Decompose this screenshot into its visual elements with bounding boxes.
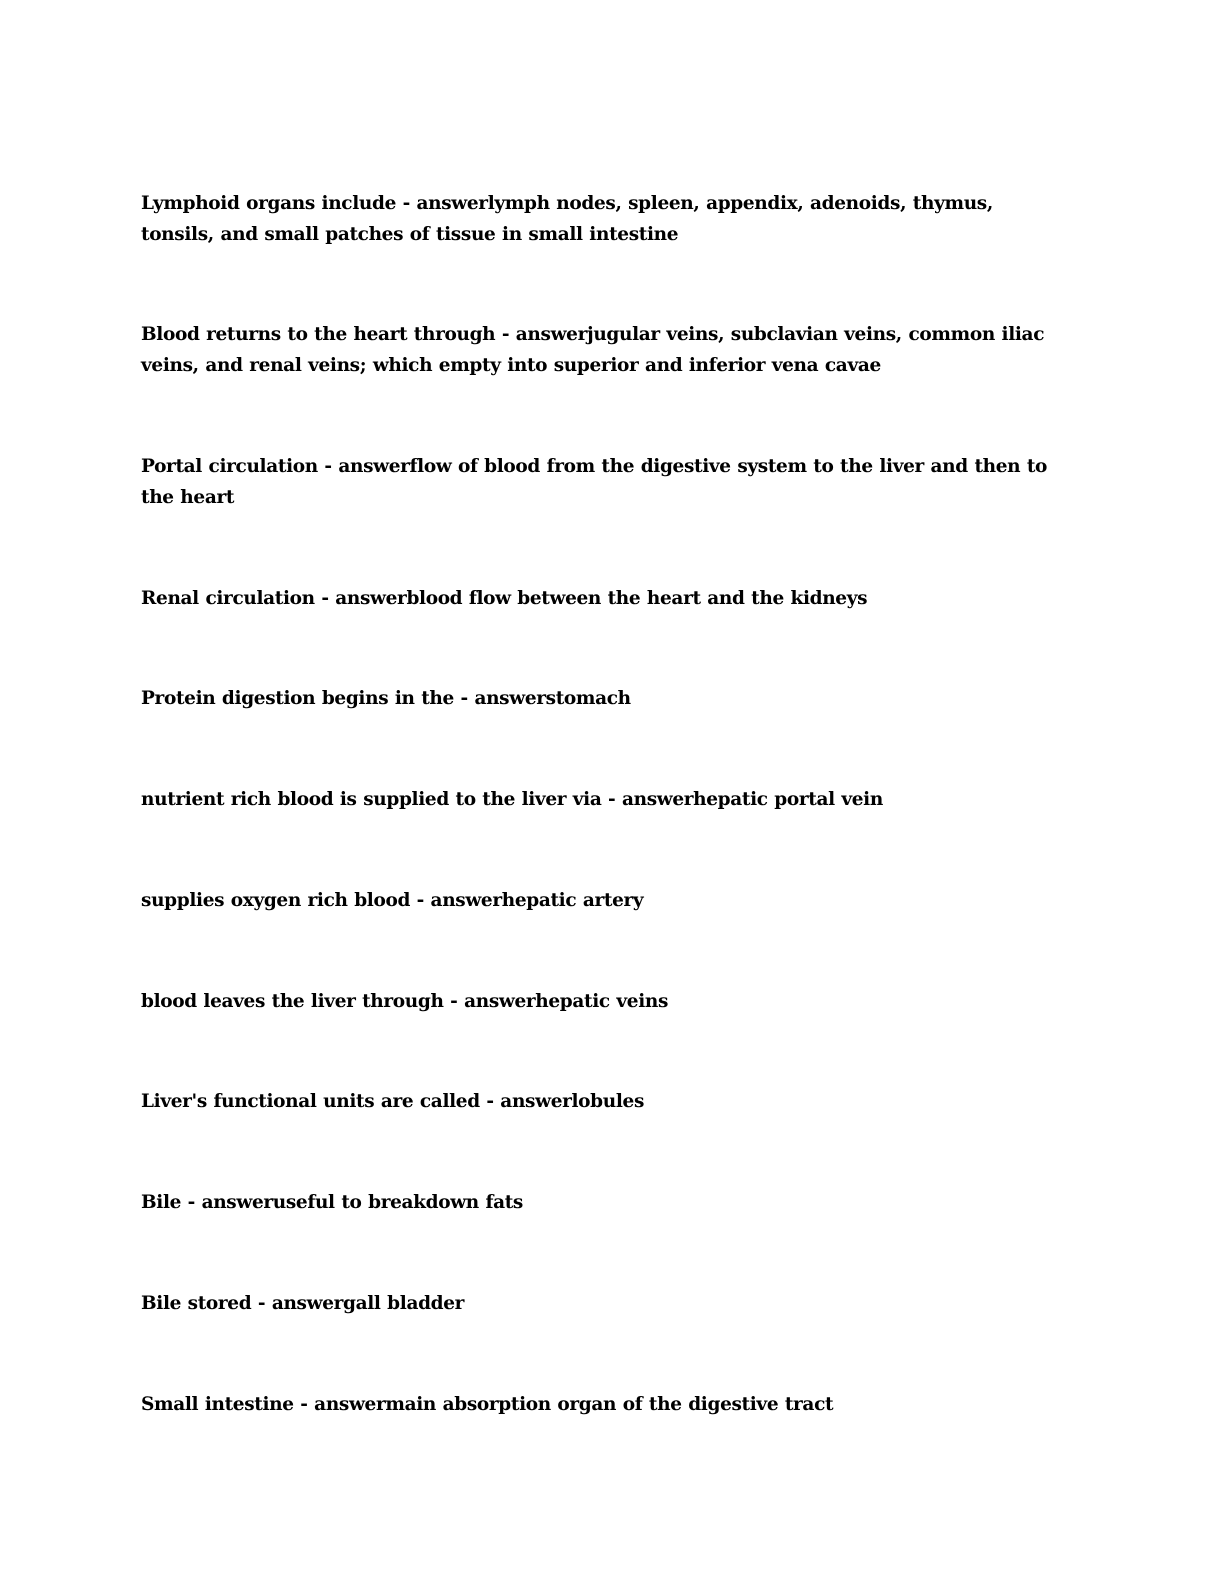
qa-entry-protein-digestion: Protein digestion begins in the - answerstomach xyxy=(141,688,631,709)
qa-entry-lymphoid-organs: Lymphoid organs include - answerlymph nodes, spleen, appendix, adenoids, thymus, tonsils, and small patches of tissue in small intestine xyxy=(141,193,993,245)
qa-entry-liver-units: Liver's functional units are called - answerlobules xyxy=(141,1091,645,1112)
qa-entry-blood-leaves-liver: blood leaves the liver through - answerhepatic veins xyxy=(141,991,669,1012)
qa-entry-renal-circulation: Renal circulation - answerblood flow between the heart and the kidneys xyxy=(141,588,868,609)
qa-entry-blood-returns: Blood returns to the heart through - answerjugular veins, subclavian veins, common iliac veins, and renal veins; which empty into superior and inferior vena cavae xyxy=(141,324,1045,376)
qa-entry-small-intestine: Small intestine - answermain absorption organ of the digestive tract xyxy=(141,1394,834,1415)
qa-entry-portal-circulation: Portal circulation - answerflow of blood from the digestive system to the liver and then to the heart xyxy=(141,456,1048,508)
qa-entry-oxygen-rich-blood: supplies oxygen rich blood - answerhepatic artery xyxy=(141,890,644,911)
qa-entry-nutrient-rich-blood: nutrient rich blood is supplied to the liver via - answerhepatic portal vein xyxy=(141,789,883,810)
qa-entry-bile-stored: Bile stored - answergall bladder xyxy=(141,1293,465,1314)
qa-entry-bile: Bile - answeruseful to breakdown fats xyxy=(141,1192,523,1213)
